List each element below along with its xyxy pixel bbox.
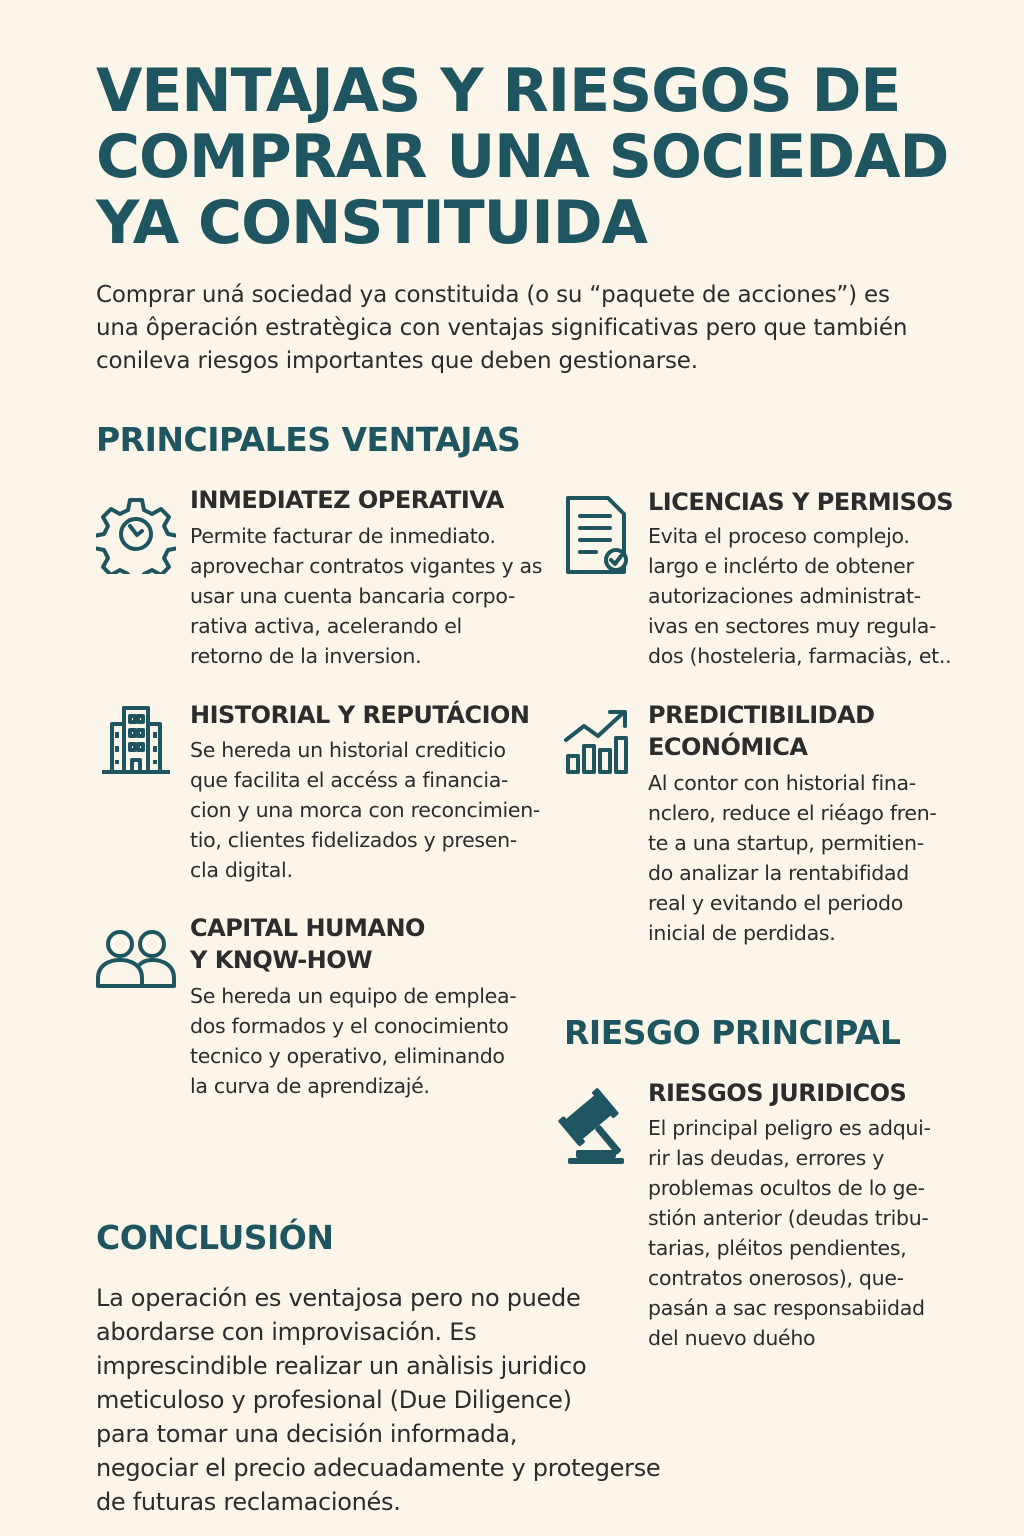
item-text-historial — [190, 735, 540, 885]
item-text-line: Se hereda un historial crediticio — [190, 738, 506, 762]
item-title-line: LICENCIAS Y PERMISOS — [648, 488, 954, 516]
advantages-heading: PRINCIPALES VENTAJAS — [96, 420, 521, 459]
item-text-line: rir las deudas, errores y — [648, 1146, 885, 1170]
item-text-line: la curva de aprendizajé. — [190, 1074, 430, 1098]
title-line: YA CONSTITUIDA — [96, 188, 647, 258]
item-text-line: autorizaciones administrat- — [648, 584, 921, 608]
intro-line: una ôperación estratègica con ventajas significativas pero que también — [96, 315, 908, 341]
conclusion-line: La operación es ventajosa pero no puede — [96, 1284, 581, 1312]
item-text-line: que facilita el accéss a financia- — [190, 768, 509, 792]
item-title-line: Y KNQW-HOW — [190, 946, 373, 974]
item-title-line: INMEDIATEZ OPERATIVA — [190, 486, 504, 514]
gavel-icon — [556, 1080, 636, 1166]
item-title-line: RIESGOS JURIDICOS — [648, 1079, 907, 1107]
title-line: COMPRAR UNA SOCIEDAD — [96, 122, 949, 192]
item-text-line: te a una startup, permitien- — [648, 831, 924, 855]
item-text-line: ivas en sectores muy regula- — [648, 614, 937, 638]
item-text-line: do analizar la rentabifidad — [648, 861, 909, 885]
item-text-licencias — [648, 521, 951, 671]
item-text-line: cion y una morca con reconcimien- — [190, 798, 541, 822]
item-text-line: retorno de la inversion. — [190, 644, 422, 668]
people-icon — [96, 928, 176, 990]
item-text-line: usar una cuenta bancaria corpo- — [190, 584, 516, 608]
item-text-line: contratos onerosos), que- — [648, 1266, 904, 1290]
title-line: VENTAJAS Y RIESGOS DE — [96, 56, 901, 126]
item-text-line: El principal peligro es adqui- — [648, 1116, 931, 1140]
building-icon — [100, 702, 172, 776]
conclusion-line: abordarse con improvisación. Es — [96, 1318, 477, 1346]
item-text-line: real y evitando el periodo — [648, 891, 903, 915]
item-title-riesgos-juridicos — [648, 1077, 906, 1109]
item-text-line: tecnico y operativo, eliminando — [190, 1044, 505, 1068]
item-text-line: tarias, pléitos pendientes, — [648, 1236, 907, 1260]
item-text-line: Evita el proceso complejo. — [648, 524, 910, 548]
conclusion-line: meticuloso y profesional (Due Diligence) — [96, 1386, 572, 1414]
item-text-line: dos (hosteleria, farmaciàs, et.. — [648, 644, 952, 668]
intro-line: conileva riesgos importantes que deben gestionarse. — [96, 348, 698, 374]
intro-paragraph — [96, 279, 936, 378]
conclusion-line: negociar el precio adecuadamente y protegerse — [96, 1454, 661, 1482]
item-text-line: cla digital. — [190, 858, 293, 882]
conclusion-line: imprescindible realizar un anàlisis juridico — [96, 1352, 587, 1380]
page-title — [96, 58, 956, 256]
risk-heading: RIESGO PRINCIPAL — [564, 1013, 901, 1052]
item-text-inmediatez — [190, 521, 542, 671]
item-text-line: del nuevo duého — [648, 1326, 816, 1350]
item-text-line: rativa activa, acelerando el — [190, 614, 462, 638]
conclusion-paragraph — [96, 1281, 716, 1519]
item-title-line: ECONÓMICA — [648, 733, 808, 761]
item-text-line: tio, clientes fidelizados y presen- — [190, 828, 517, 852]
conclusion-heading: CONCLUSIÓN — [96, 1218, 334, 1257]
item-title-predictibilidad — [648, 699, 875, 763]
conclusion-line: para tomar una decisión informada, — [96, 1420, 518, 1448]
item-title-line: HISTORIAL Y REPUTÁCION — [190, 701, 530, 729]
item-text-line: problemas ocultos de lo ge- — [648, 1176, 925, 1200]
item-text-line: Se hereda un equipo de emplea- — [190, 984, 517, 1008]
item-text-line: nclero, reduce el riéago fren- — [648, 801, 937, 825]
gear-icon — [96, 494, 176, 574]
item-text-capital-humano — [190, 981, 516, 1101]
item-text-line: inicial de perdidas. — [648, 921, 836, 945]
item-text-line: dos formados y el conocimiento — [190, 1014, 509, 1038]
item-text-line: Al contor con historial fina- — [648, 771, 916, 795]
item-title-historial — [190, 699, 530, 731]
item-text-predictibilidad — [648, 768, 937, 948]
conclusion-line: de futuras reclamacionés. — [96, 1488, 401, 1516]
item-title-inmediatez — [190, 484, 504, 516]
item-title-line: CAPITAL HUMANO — [190, 914, 425, 942]
document-icon — [562, 494, 632, 578]
growth-chart-icon — [562, 706, 634, 776]
item-title-line: PREDICTIBILIDAD — [648, 701, 875, 729]
item-text-line: Permite facturar de inmediato. — [190, 524, 496, 548]
item-text-line: stión anterior (deudas tribu- — [648, 1206, 929, 1230]
item-text-line: pasán a sac responsabiidad — [648, 1296, 925, 1320]
item-text-line: largo e inclérto de obtener — [648, 554, 914, 578]
item-text-line: aprovechar contratos vigantes y as — [190, 554, 543, 578]
item-title-capital-humano — [190, 912, 425, 976]
item-title-licencias — [648, 486, 953, 518]
intro-line: Comprar uná sociedad ya constituida (o su “paquete de acciones”) es — [96, 282, 890, 308]
